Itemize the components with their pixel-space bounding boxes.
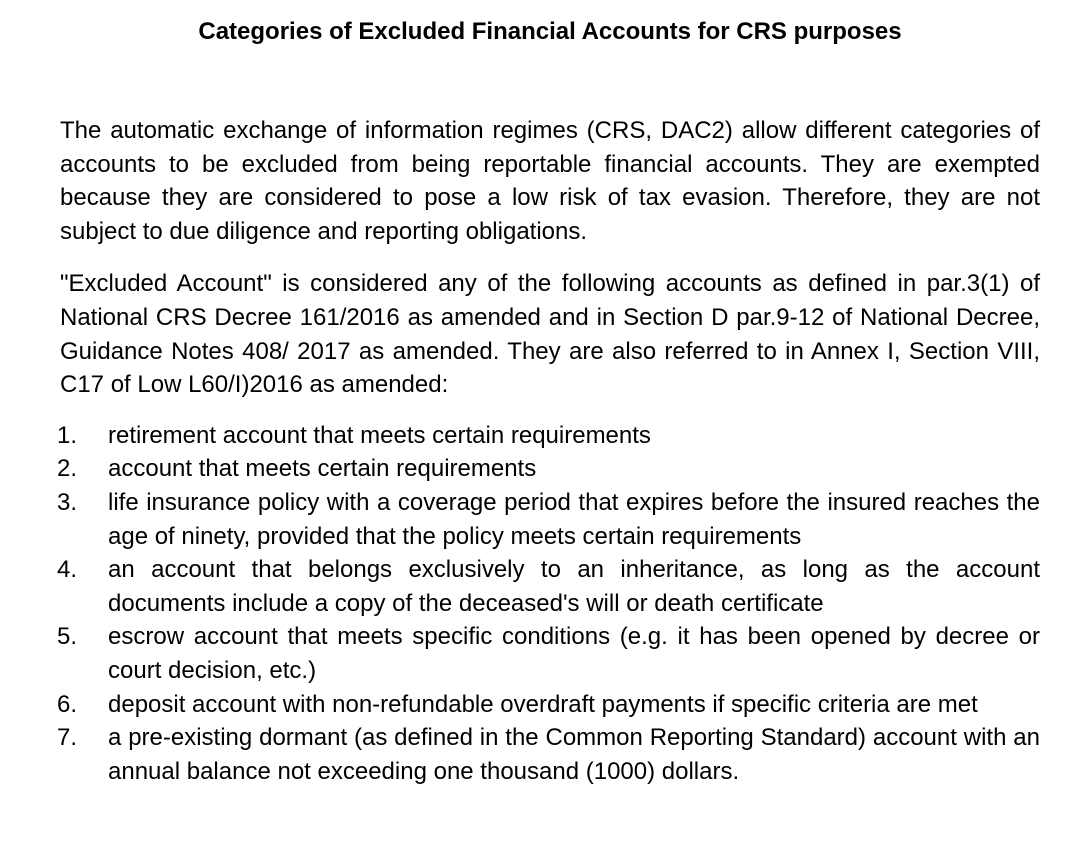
list-item-text: account that meets certain requirements [108,455,537,483]
list-item-number: 7. [57,724,78,752]
list-item-number: 6. [57,690,78,718]
intro-paragraph: The automatic exchange of information regimes (CRS, DAC2) allow different categories of accounts to be excluded from being reportable financial accounts. They are exempted because they are considered to pose a low risk of tax evasion. Therefore, they are not subject to due diligence and reporting obligations. [60,117,1040,245]
list-item-number: 5. [57,623,78,651]
excluded-accounts-list [57,419,1040,789]
list-item [57,553,1040,620]
page-title: Categories of Excluded Financial Accounts for CRS purposes [198,18,902,45]
list-item [57,452,1040,486]
list-item-number: 1. [57,421,78,449]
list-item-text: escrow account that meets specific conditions (e.g. it has been opened by decree or court decision, etc.) [108,623,1040,684]
list-item-number: 4. [57,556,78,584]
list-item-number: 2. [57,455,78,483]
list-item [57,419,1040,453]
list-item [57,721,1040,788]
list-item-text: an account that belongs exclusively to an inheritance, as long as the account documents include a copy of the deceased's will or death certificate [108,556,1040,617]
list-item-text: deposit account with non-refundable overdraft payments if specific criteria are met [108,690,978,718]
list-item-text: a pre-existing dormant (as defined in the Common Reporting Standard) account with an annual balance not exceeding one thousand (1000) dollars. [108,724,1040,785]
list-item [57,620,1040,687]
definition-paragraph: "Excluded Account" is considered any of the following accounts as defined in par.3(1) of National CRS Decree 161/2016 as amended and in Section D par.9-12 of National Decree, Guidance Notes 408/ 2017 as amended. They are also referred to in Annex I, Section VIII, C17 of Low L60/I)2016 as amended: [60,270,1040,399]
list-item-number: 3. [57,488,78,516]
list-item-text: retirement account that meets certain requirements [108,421,651,449]
list-item [57,486,1040,553]
document-body [57,114,1040,788]
list-item-text: life insurance policy with a coverage period that expires before the insured reaches the age of ninety, provided that the policy meets certain requirements [108,488,1040,550]
list-item [57,688,1040,722]
